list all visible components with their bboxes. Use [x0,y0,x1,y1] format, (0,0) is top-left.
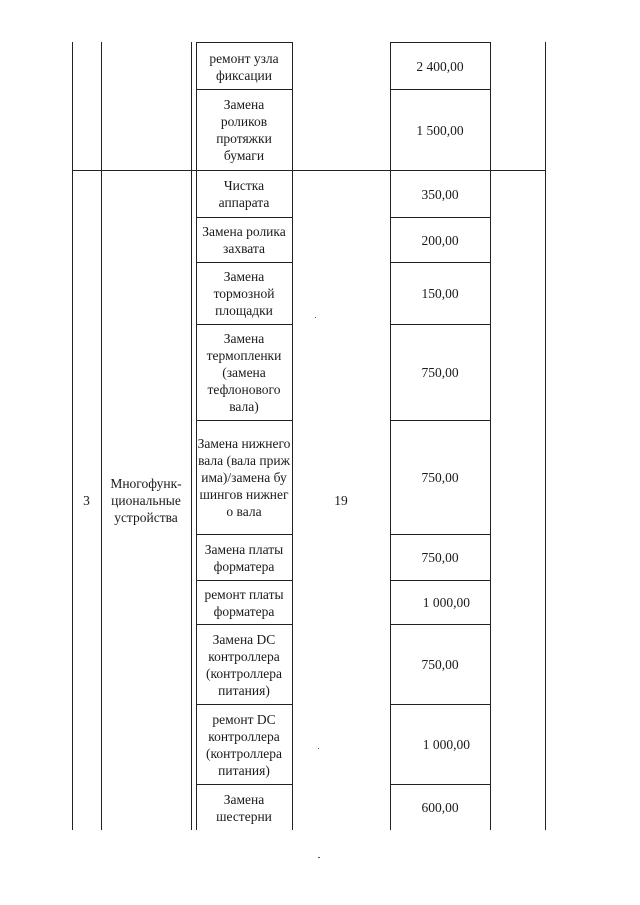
table-cell-service [196,705,292,784]
table-cell-price [390,90,490,170]
service-name: Замена платы форматера [204,541,284,574]
price-value: 750,00 [421,657,459,672]
service-name: Замена роликов протяжки бумаги [216,97,272,163]
service-name: Замена нижнего вала (вала прижима)/замена бушингов нижнего вала [197,436,291,519]
price-value: 200,00 [421,232,459,248]
row-number: 3 [83,493,90,508]
category-cell [101,171,191,830]
scan-speck [315,317,316,318]
service-name: ремонт платы форматера [204,586,284,619]
price-value: 750,00 [421,365,459,380]
price-value: 1 000,00 [422,595,470,610]
table-cell-price [390,263,490,324]
quantity-cell [292,171,390,830]
table-cell-service [196,218,292,262]
scan-speck [318,857,320,858]
price-box-right [490,42,491,830]
price-value: 350,00 [421,186,459,202]
category-name: Многофунк-циональные устройства [110,476,182,525]
table-cell-service [196,325,292,420]
table-cell-service [196,90,292,170]
service-name: Замена термопленки (замена тефлонового вала) [206,331,282,414]
service-name: Замена DC контроллера (контроллера питания) [206,631,282,698]
quantity-value: 19 [334,493,348,508]
service-separator [196,42,292,43]
table-cell-price [390,625,490,704]
table-cell-price [390,218,490,262]
service-name: ремонт узла фиксации [209,50,279,83]
table-cell-service [196,625,292,704]
table-cell-price [390,325,490,420]
price-separator [390,42,490,43]
table-cell-service [196,535,292,580]
service-name: Чистка аппарата [218,178,270,210]
scan-speck [318,748,319,749]
table-cell-service [196,785,292,830]
table-cell-service [196,421,292,534]
service-name: ремонт DC контроллера (контроллера питания) [206,711,282,778]
table-cell-price [390,705,490,784]
table-cell-service [196,263,292,324]
table-border-right [545,42,546,830]
table-cell-price [390,44,490,89]
table-cell-service [196,44,292,89]
table-cell-price [390,581,490,624]
price-value: 600,00 [421,800,459,815]
price-value: 750,00 [421,550,459,565]
price-value: 1 000,00 [422,737,470,752]
row-number-cell [72,171,101,830]
service-name: Замена ролика захвата [202,224,286,256]
table-cell-price [390,785,490,830]
table-cell-price [390,421,490,534]
price-value: 150,00 [421,286,459,301]
price-value: 2 400,00 [416,59,464,74]
table-cell-service [196,581,292,624]
table-cell-price [390,171,490,217]
price-value: 750,00 [421,470,459,485]
table-border-col2 [191,42,192,830]
table-cell-price [390,535,490,580]
service-name: Замена тормозной площадки [213,269,275,318]
service-name: Замена шестерни [216,791,272,824]
table-cell-service [196,171,292,217]
price-value: 1 500,00 [416,122,464,138]
